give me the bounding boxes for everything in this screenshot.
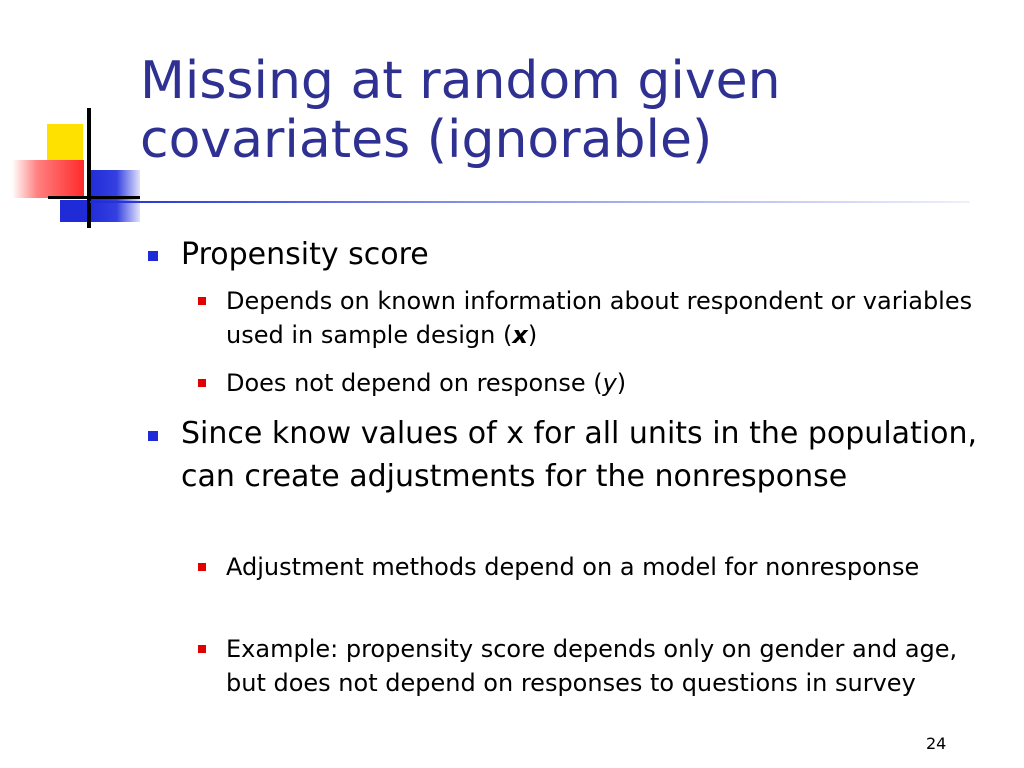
variable-x: x: [512, 321, 528, 349]
sub-bullet-adjustment-methods: Adjustment methods depend on a model for nonresponse: [226, 553, 920, 581]
slide-title: Missing at random given covariates (ignorable): [140, 51, 781, 170]
decorative-logo: [0, 0, 150, 240]
sub-bullet-marker: [198, 379, 206, 387]
logo-vertical-line: [87, 108, 91, 228]
bullet-population-adjustments: Since know values of x for all units in the population, can create adjustments for the nonresponse: [181, 416, 978, 494]
bullet-marker: [148, 431, 158, 441]
sub-bullet-text-end: ): [616, 369, 627, 397]
page-number: 24: [926, 734, 947, 753]
sub-bullet-marker: [198, 563, 206, 571]
variable-y: y: [602, 369, 617, 397]
sub-bullet-example: Example: propensity score depends only on gender and age, but does not depend on responses to questions in survey: [226, 635, 958, 697]
sub-bullet-text: Does not depend on response (: [226, 369, 603, 397]
bullet-marker: [148, 251, 158, 261]
sub-bullet-marker: [198, 297, 206, 305]
sub-bullet-text-end: ): [527, 321, 538, 349]
sub-bullet-text: Depends on known information about respondent or variables used in sample design (: [226, 287, 973, 349]
sub-bullet-response: [226, 366, 986, 400]
sub-bullet-marker: [198, 645, 206, 653]
sub-bullet-known-information: [226, 284, 986, 352]
title-underline: [90, 201, 970, 203]
bullet-propensity-score: Propensity score: [181, 237, 429, 272]
logo-red-square: [12, 160, 84, 198]
logo-horizontal-line: [48, 196, 140, 199]
logo-blue-block: [60, 200, 88, 222]
